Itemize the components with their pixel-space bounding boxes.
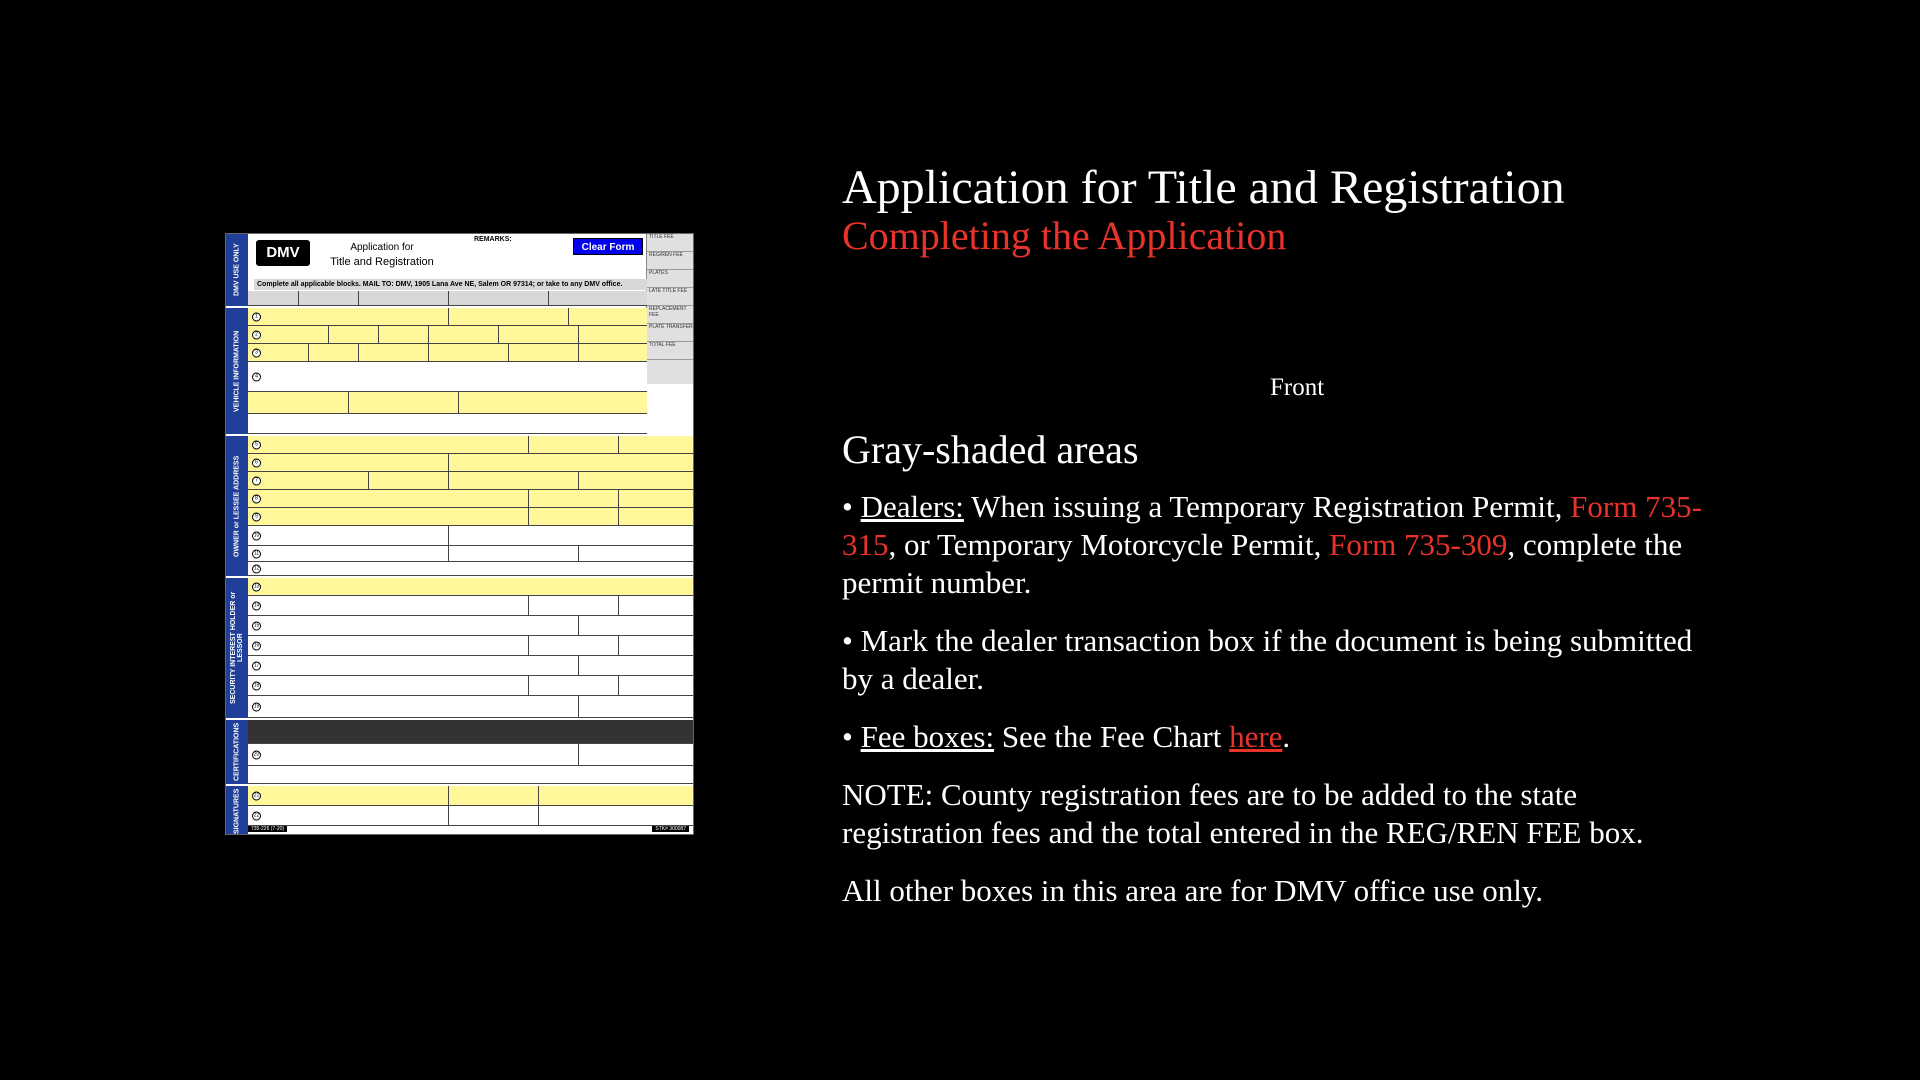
mail-instruction: Complete all applicable blocks. MAIL TO: DMV, 1905 Lana Ave NE, Salem OR 97314; or take to any DMV office. [254, 279, 647, 290]
remarks-label: REMARKS: [474, 236, 512, 243]
dealers-text-2: , or Temporary Motorcycle Permit, [888, 527, 1330, 562]
slide-header [842, 162, 1722, 258]
dmv-logo: DMV [256, 240, 310, 266]
bullet-glyph: • [842, 719, 853, 754]
fee-text: See the Fee Chart [994, 719, 1230, 754]
form-title-line1: Application for [350, 242, 414, 253]
slide-title: Application for Title and Registration [842, 161, 1565, 214]
dealers-label: Dealers: [860, 489, 964, 524]
form-735-309-link[interactable]: Form 735-309 [1329, 527, 1508, 562]
stk-number: STK# 300087 [652, 826, 689, 832]
side-label-dmv-use: DMV USE ONLY [233, 243, 241, 297]
fee-chart-link[interactable]: here [1229, 719, 1283, 754]
fee-bullet [842, 718, 1722, 756]
other-boxes-text: All other boxes in this area are for DMV office use only. [842, 873, 1544, 908]
slide-subtitle: Completing the Application [842, 213, 1287, 258]
bullet-glyph: • [842, 489, 853, 524]
bullet-glyph: • [842, 623, 853, 658]
side-label-signatures: SIGNATURES [233, 788, 241, 834]
form-number: 735-226 (7-20) [248, 826, 287, 832]
fee-box-replacement[interactable]: REPLACEMENT FEE [647, 306, 693, 324]
note-text: NOTE: County registration fees are to be added to the state registration fees and the total entered in the REG/REN FEE box. [842, 777, 1644, 850]
dealer-box-text: Mark the dealer transaction box if the document is being submitted by a dealer. [842, 623, 1693, 696]
section-heading: Gray-shaded areas [842, 427, 1139, 472]
fee-box-title[interactable]: TITLE FEE [647, 234, 693, 252]
side-label-vehicle: VEHICLE INFORMATION [233, 330, 241, 412]
fee-box-total[interactable]: TOTAL FEE [647, 342, 693, 360]
dealers-text-3: , complete the permit number. [842, 527, 1683, 600]
fee-box-reg-ren[interactable]: REG/REN FEE [647, 252, 693, 270]
fee-end: . [1282, 719, 1291, 754]
side-label-certifications: CERTIFICATIONS [233, 722, 241, 782]
dealer-box-bullet [842, 622, 1722, 698]
form-thumbnail: DMV USE ONLY VEHICLE INFORMATION OWNER or LESSEE ADDRESS SECURITY INTEREST HOLDER or LESSOR CERTIFICATIONS SIGNATURES DMV Application for Title and Registration REMARKS: Clear Form TITLE FEE REG/REN FEE PLATES LATE TITLE FEE REPLACEMENT FEE PLATE TRANSFER TOTAL FEE Complete all applicable blocks. MAIL TO: DMV, 1905 Lana Ave NE, Salem OR 97314; or take to any DMV office. 1 2 3 4 5 6 7 8 9 10 11 12 13 14 15 16 17 18 19 20 21 22 735-226 (7-20) STK# 300087 [225, 233, 694, 835]
clear-form-button[interactable]: Clear Form [573, 238, 643, 255]
fee-boxes [646, 234, 693, 384]
front-label: Front [1270, 374, 1325, 401]
dmv-use-row [248, 291, 647, 306]
form-title [318, 240, 446, 270]
fee-label: Fee boxes: [860, 719, 995, 754]
form-735-315-link[interactable]: Form 735-315 [842, 489, 1702, 562]
side-label-owner: OWNER or LESSEE ADDRESS [233, 455, 241, 557]
fee-box-plate-transfer[interactable]: PLATE TRANSFER [647, 324, 693, 342]
dealers-text-1: When issuing a Temporary Registration Permit, [963, 489, 1571, 524]
slide-body [842, 426, 1722, 930]
form-sidebar [226, 234, 248, 834]
dealers-bullet [842, 488, 1722, 602]
fee-box-late-title[interactable]: LATE TITLE FEE [647, 288, 693, 306]
form-title-line2: Title and Registration [330, 256, 434, 268]
fee-box-plates[interactable]: PLATES [647, 270, 693, 288]
side-label-security: SECURITY INTEREST HOLDER or LESSOR [230, 591, 244, 705]
